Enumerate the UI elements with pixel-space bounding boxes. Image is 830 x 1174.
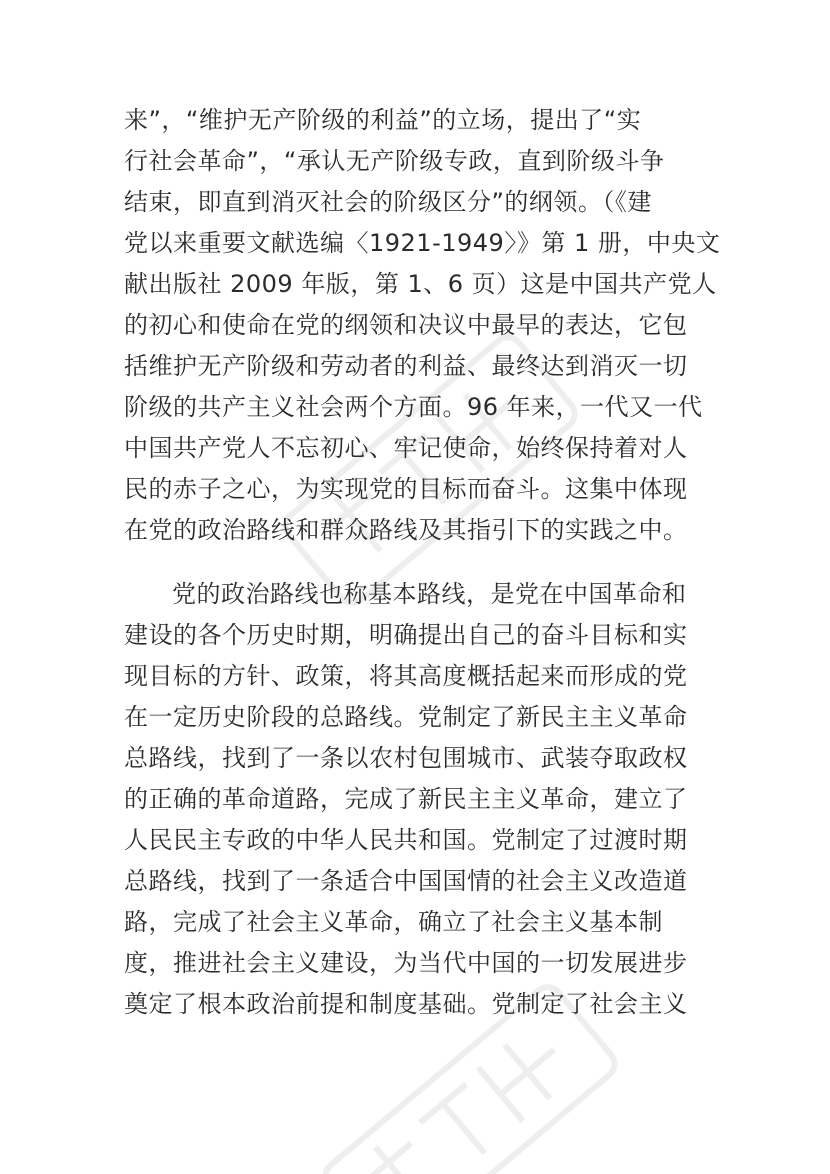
text-line: 来”，“维护无产阶级的利益”的立场，提出了“实 — [124, 106, 642, 134]
text-line: 行社会革命”，“承认无产阶级专政，直到阶级斗争 — [124, 147, 665, 175]
text-line: 在一定历史阶段的总路线。党制定了新民主主义革命 — [124, 703, 688, 731]
text-line: 路，完成了社会主义革命，确立了社会主义基本制 — [124, 908, 663, 936]
text-line: 党以来重要文献选编〈1921-1949〉》第 1 册，中央文 — [124, 229, 721, 257]
text-line: 总路线，找到了一条适合中国国情的社会主义改造道 — [124, 867, 688, 895]
text-line: 在党的政治路线和群众路线及其指引下的实践之中。 — [124, 516, 688, 544]
text-line: 人民民主专政的中华人民共和国。党制定了过渡时期 — [124, 826, 688, 854]
text-line: 建设的各个历史时期，明确提出自己的奋斗目标和实 — [124, 621, 688, 649]
text-line: 奠定了根本政治前提和制度基础。党制定了社会主义 — [124, 990, 688, 1018]
text-line: 阶级的共产主义社会两个方面。96 年来，一代又一代 — [124, 393, 703, 421]
text-line: 总路线，找到了一条以农村包围城市、武装夺取政权 — [124, 744, 688, 772]
text-line: 的初心和使命在党的纲领和决议中最早的表达，它包 — [124, 311, 688, 339]
text-line: 度，推进社会主义建设，为当代中国的一切发展进步 — [124, 949, 688, 977]
text-line: 民的赤子之心，为实现党的目标而奋斗。这集中体现 — [124, 475, 688, 503]
text-line: 中国共产党人不忘初心、牢记使命，始终保持着对人 — [124, 434, 688, 462]
text-line: 献出版社 2009 年版，第 1、6 页）这是中国共产党人 — [124, 270, 717, 298]
text-line: 括维护无产阶级和劳动者的利益、最终达到消灭一切 — [124, 352, 688, 380]
text-line: 结束，即直到消灭社会的阶级区分”的纲领。（《建 — [124, 188, 652, 216]
text-line: 现目标的方针、政策，将其高度概括起来而形成的党 — [124, 662, 688, 690]
text-line: 的正确的革命道路，完成了新民主主义革命，建立了 — [124, 785, 688, 813]
text-line-indented: 党的政治路线也称基本路线，是党在中国革命和 — [172, 580, 687, 608]
